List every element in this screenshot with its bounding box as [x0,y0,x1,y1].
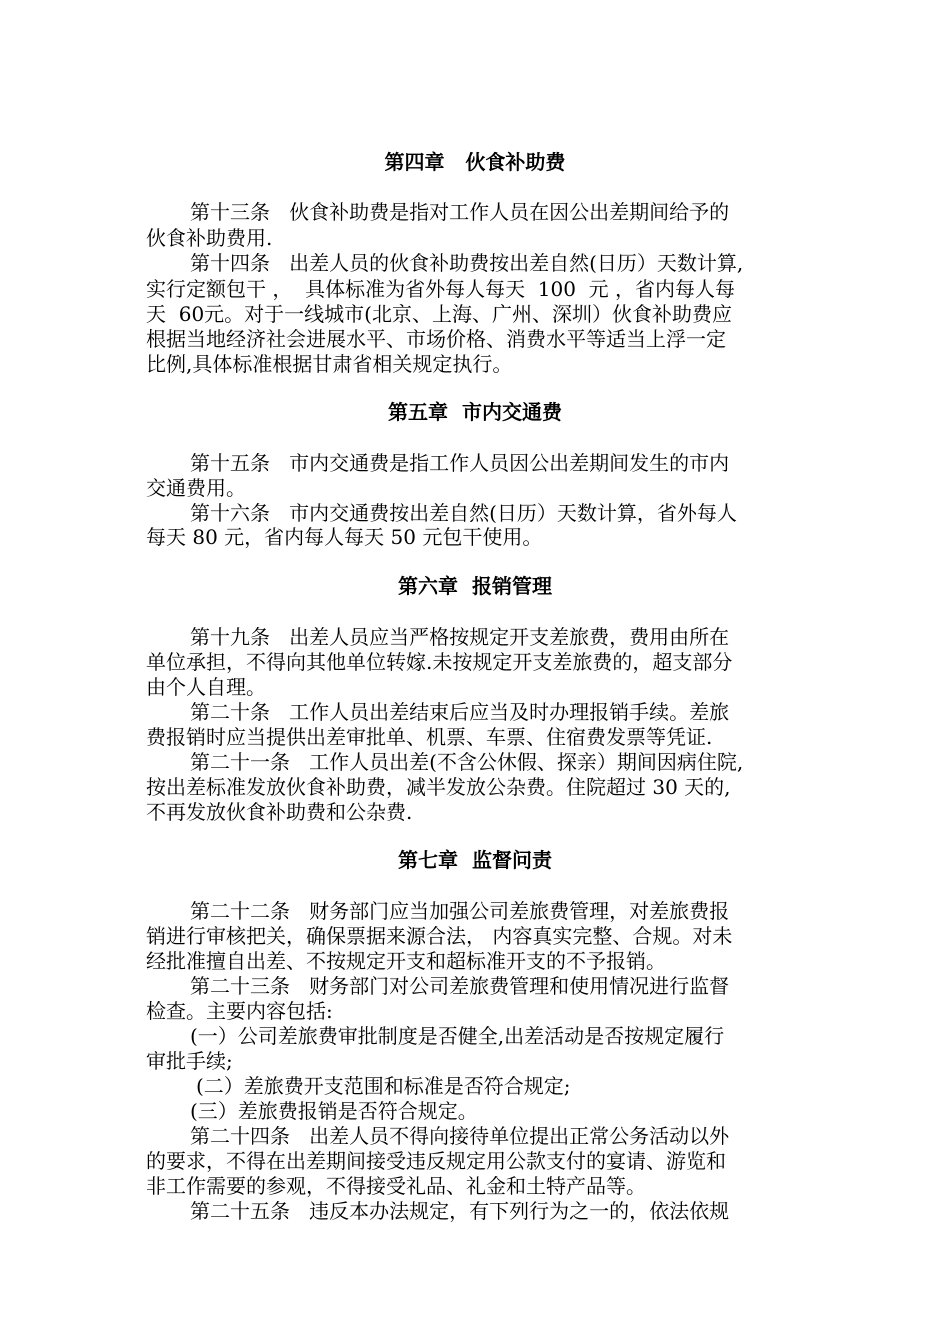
chapter-heading: 第六章 报销管理 [398,574,552,598]
chapter-heading: 第四章 伙食补助费 [384,150,566,174]
paragraph-line: 销进行审核把关，确保票据来源合法， 内容真实完整、合规。对未 [146,924,733,948]
paragraph-line: 费报销时应当提供出差审批单、机票、车票、住宿费发票等凭证. [146,725,713,749]
paragraph-line: 的要求，不得在出差期间接受违反规定用公款支付的宴请、游览和 [146,1149,726,1173]
paragraph-line: 第二十五条 违反本办法规定，有下列行为之一的，依法依规 [190,1199,730,1223]
list-item-line: (二）差旅费开支范围和标准是否符合规定; [196,1074,571,1098]
paragraph-line: 伙食补助费用. [146,226,273,250]
paragraph-line: 第十六条 市内交通费按出差自然(日历）天数计算，省外每人 [190,501,737,525]
paragraph-line: 第十五条 市内交通费是指工作人员因公出差期间发生的市内 [190,451,730,475]
paragraph-line: 第二十三条 财务部门对公司差旅费管理和使用情况进行监督 [190,974,730,998]
paragraph-line: 不再发放伙食补助费和公杂费. [146,800,413,824]
paragraph-line: 第十九条 出差人员应当严格按规定开支差旅费，费用由所在 [190,625,730,649]
paragraph-line: 单位承担，不得向其他单位转嫁.未按规定开支差旅费的，超支部分 [146,650,733,674]
paragraph-line: 由个人自理。 [146,675,266,699]
paragraph-line: 按出差标准发放伙食补助费，减半发放公杂费。住院超过 30 天的, [146,775,731,799]
paragraph-line: 审批手续; [146,1049,233,1073]
paragraph-line: 第二十四条 出差人员不得向接待单位提出正常公务活动以外 [190,1124,730,1148]
paragraph-line: 天 60元。对于一线城市(北京、上海、广州、深圳）伙食补助费应 [146,302,732,326]
paragraph-line: 非工作需要的参观，不得接受礼品、礼金和土特产品等。 [146,1174,646,1198]
paragraph-line: 第二十二条 财务部门应当加强公司差旅费管理，对差旅费报 [190,899,730,923]
paragraph-line: 经批准擅自出差、不按规定开支和超标准开支的不予报销。 [146,949,666,973]
paragraph-line: 每天 80 元，省内每人每天 50 元包干使用。 [146,525,543,549]
paragraph-line: 检查。主要内容包括: [146,999,333,1023]
paragraph-line: 第二十一条 工作人员出差(不含公休假、探亲）期间因病住院, [190,750,744,774]
paragraph-line: 交通费用。 [146,476,246,500]
paragraph-line: 第十三条 伙食补助费是指对工作人员在因公出差期间给予的 [190,200,730,224]
chapter-heading: 第七章 监督问责 [398,848,552,872]
chapter-heading: 第五章 市内交通费 [388,400,562,424]
paragraph-line: 第十四条 出差人员的伙食补助费按出差自然(日历）天数计算, [190,251,744,275]
paragraph-line: 根据当地经济社会进展水平、市场价格、消费水平等适当上浮一定 [146,327,726,351]
list-item-line: (一）公司差旅费审批制度是否健全,出差活动是否按规定履行 [190,1024,725,1048]
paragraph-line: 比例,具体标准根据甘肃省相关规定执行。 [146,352,513,376]
paragraph-line: 实行定额包干 ， 具体标准为省外每人每天 100 元 ，省内每人每 [146,277,736,301]
paragraph-line: 第二十条 工作人员出差结束后应当及时办理报销手续。差旅 [190,700,730,724]
list-item-line: (三）差旅费报销是否符合规定。 [190,1099,478,1123]
